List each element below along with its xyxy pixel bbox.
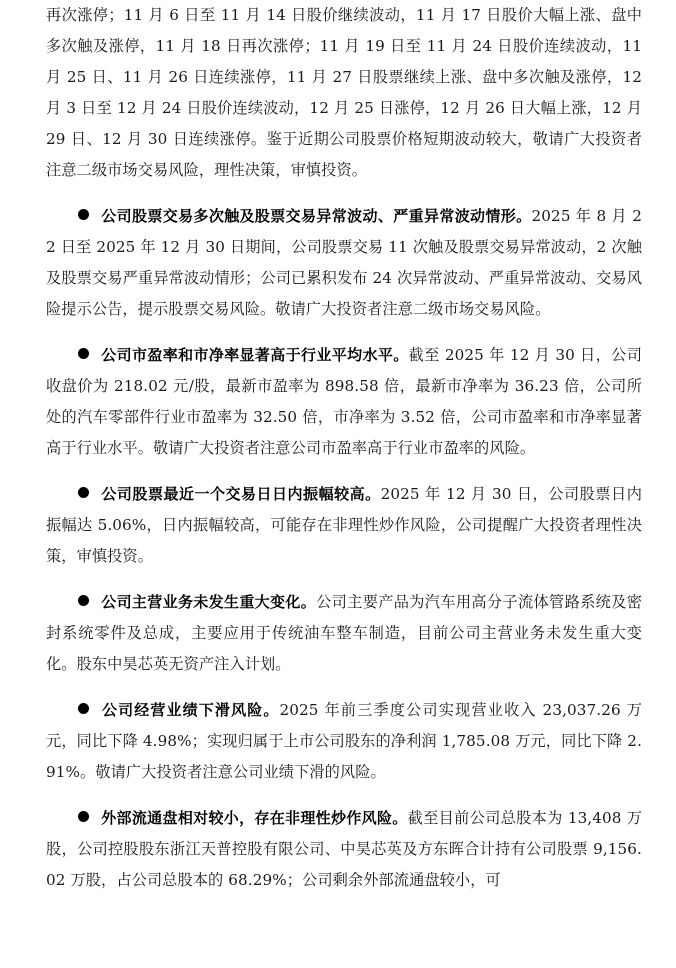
risk-item-heading: 外部流通盘相对较小，存在非理性炒作风险。 — [101, 809, 408, 827]
risk-item-abnormal-fluctuation — [46, 201, 642, 325]
risk-item-body: 公司主要产品为汽车用高分子流体管路系统及密封系统零件及总成，主要应用于传统油车整车制造，目前公司主营业务未发生重大变化。股东中昊芯英无资产注入计划。 — [46, 593, 642, 673]
risk-item-intraday-amplitude — [46, 479, 642, 572]
risk-item-small-float — [46, 803, 642, 896]
risk-item-body: 2025 年 8 月 22 日至 2025 年 12 月 30 日期间，公司股票交易 11 次触及股票交易异常波动，2 次触及股票交易严重异常波动情形；公司已累积发布 24 次异常波动、严重异常波动、交易风险提示公告，提示股票交易风险。敬请广大投资者注意二级市场交易风险。 — [46, 207, 642, 318]
risk-item-body: 截至目前公司总股本为 13,408 万股，公司控股股东浙江天普控股有限公司、中昊芯英及方东晖合计持有公司股票 9,156.02 万股，占公司总股本的 68.29%；公司剩余外部流通盘较小，可 — [46, 809, 642, 889]
bullet-icon — [78, 209, 89, 220]
risk-item-heading: 公司股票最近一个交易日日内振幅较高。 — [101, 485, 381, 503]
intro-paragraph: 再次涨停；11 月 6 日至 11 月 14 日股价继续波动，11 月 17 日股价大幅上涨、盘中多次触及涨停，11 月 18 日再次涨停；11 月 19 日至 11 月 24 日股价连续波动，11 月 25 日、11 月 26 日连续涨停，11 月 27 日股票继续上涨、盘中多次触及涨停，12 月 3 日至 12 月 24 日股价连续波动，12 月 25 日涨停，12 月 26 日大幅上涨，12 月 29 日、12 月 30 日连续涨停。鉴于近期公司股票价格短期波动较大，敬请广大投资者注意二级市场交易风险，理性决策，审慎投资。 — [46, 6, 642, 179]
risk-item-body: 2025 年 12 月 30 日，公司股票日内振幅达 5.06%，日内振幅较高，可能存在非理性炒作风险，公司提醒广大投资者理性决策，审慎投资。 — [46, 485, 642, 565]
risk-item-main-business — [46, 587, 642, 680]
risk-item-heading: 公司经营业绩下滑风险。 — [101, 701, 280, 719]
risk-item-heading: 公司市盈率和市净率显著高于行业平均水平。 — [101, 346, 409, 364]
bullet-icon — [78, 595, 89, 606]
bullet-icon — [78, 811, 89, 822]
risk-item-body: 2025 年前三季度公司实现营业收入 23,037.26 万元，同比下降 4.98%；实现归属于上市公司股东的净利润 1,785.08 万元，同比下降 2.91%。敬请广大投资者注意公司业绩下滑的风险。 — [46, 701, 642, 781]
bullet-icon — [78, 487, 89, 498]
risk-item-body: 截至 2025 年 12 月 30 日，公司收盘价为 218.02 元/股，最新市盈率为 898.58 倍，最新市净率为 36.23 倍，公司所处的汽车零部件行业市盈率为 32.50 倍，市净率为 3.52 倍，公司市盈率和市净率显著高于行业水平。敬请广大投资者注意公司市盈率高于行业市盈率的风险。 — [46, 346, 642, 457]
risk-item-valuation — [46, 340, 642, 464]
risk-item-heading: 公司主营业务未发生重大变化。 — [101, 593, 317, 611]
document-page — [46, 0, 642, 896]
bullet-icon — [78, 703, 89, 714]
risk-item-heading: 公司股票交易多次触及股票交易异常波动、严重异常波动情形。 — [101, 207, 532, 225]
bullet-icon — [78, 348, 89, 359]
risk-item-performance-decline — [46, 695, 642, 788]
